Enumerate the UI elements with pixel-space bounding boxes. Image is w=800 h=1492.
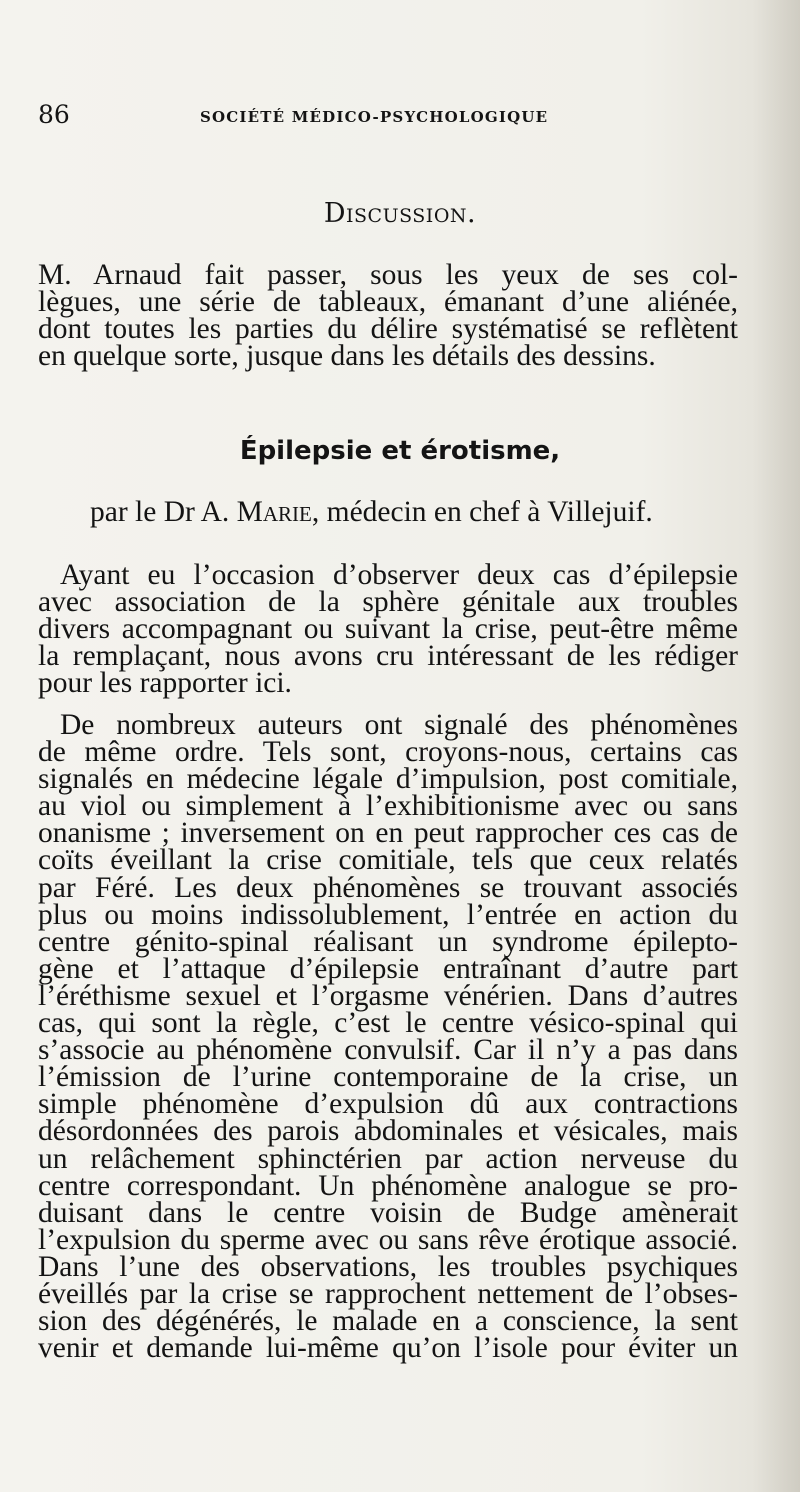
author-name: Marie,	[236, 496, 320, 528]
discussion-paragraph	[38, 259, 738, 373]
text-line: lègues, une série de tableaux, émanant d’une aliénée,	[38, 286, 738, 319]
text-line: éveillés par la crise se rapprochent nettement de l’obses-	[38, 1277, 738, 1310]
text-line: onanisme ; inversement on en peut rapprocher ces cas de	[38, 817, 738, 850]
running-head: SOCIÉTÉ MÉDICO-PSYCHOLOGIQUE	[200, 108, 549, 126]
author-suffix: médecin en chef à Villejuif.	[326, 496, 653, 528]
text-line: cas, qui sont la règle, c’est le centre vésico-spinal qui	[38, 1007, 738, 1040]
text-line: au viol ou simplement à l’exhibitionisme avec ou sans	[38, 790, 738, 823]
text-line: s’associe au phénomène convulsif. Car il n’y a pas dans	[38, 1034, 738, 1067]
text-line: plus ou moins indissolublement, l’entrée en action du	[38, 898, 738, 931]
text-line: pour les rapporter ici.	[38, 667, 292, 700]
text-line: duisant dans le centre voisin de Budge amènerait	[38, 1196, 738, 1229]
author-prefix: par le Dr A.	[90, 496, 230, 528]
text-line: signalés en médecine légale d’impulsion, post comitiale,	[38, 763, 738, 796]
article-paragraph-2	[38, 709, 738, 1365]
text-line: venir et demande lui-même qu’on l’isole pour éviter un	[38, 1332, 738, 1365]
author-line	[90, 496, 653, 529]
text-line: de même ordre. Tels sont, croyons-nous, certains cas	[38, 736, 738, 769]
discussion-heading: Discussion.	[323, 198, 477, 229]
text-line: désordonnées des parois abdominales et vésicales, mais	[38, 1115, 738, 1148]
text-line: l’expulsion du sperme avec ou sans rêve érotique associé.	[38, 1223, 738, 1256]
text-line: un relâchement sphinctérien par action nerveuse du	[38, 1142, 738, 1175]
text-line: l’éréthisme sexuel et l’orgasme vénérien. Dans d’autres	[38, 979, 738, 1012]
text-line: M. Arnaud fait passer, sous les yeux de ses col-	[38, 259, 738, 291]
text-line: simple phénomène d’expulsion dû aux contractions	[38, 1088, 738, 1121]
page-number: 86	[38, 100, 70, 129]
text-line: centre génito-spinal réalisant un syndrome épilepto-	[38, 925, 738, 958]
text-line: De nombreux auteurs ont signalé des phénomènes	[60, 709, 738, 741]
text-line: centre correspondant. Un phénomène analogue se pro-	[38, 1169, 738, 1202]
article-title: Épilepsie et érotisme,	[239, 436, 561, 466]
text-line: par Féré. Les deux phénomènes se trouvant associés	[38, 871, 738, 904]
text-line: gène et l’attaque d’épilepsie entraînant d’autre part	[38, 952, 738, 985]
text-line: l’émission de l’urine contemporaine de la crise, un	[38, 1061, 738, 1094]
text-line: la remplaçant, nous avons cru intéressant de les rédiger	[38, 640, 738, 673]
text-line: divers accompagnant ou suivant la crise, peut-être même	[38, 613, 738, 646]
article-paragraph-1	[38, 559, 738, 700]
page-header	[38, 100, 738, 136]
text-line: Ayant eu l’occasion d’observer deux cas d’épilepsie	[60, 559, 738, 591]
text-line: Dans l’une des observations, les troubles psychiques	[38, 1250, 738, 1283]
text-line: avec association de la sphère génitale aux troubles	[38, 586, 738, 619]
text-line: dont toutes les parties du délire systématisé se reflètent	[38, 313, 738, 346]
text-line: sion des dégénérés, le malade en a conscience, la sent	[38, 1305, 738, 1338]
text-line: en quelque sorte, jusque dans les détails des dessins.	[38, 340, 656, 373]
text-line: coïts éveillant la crise comitiale, tels que ceux relatés	[38, 844, 738, 877]
